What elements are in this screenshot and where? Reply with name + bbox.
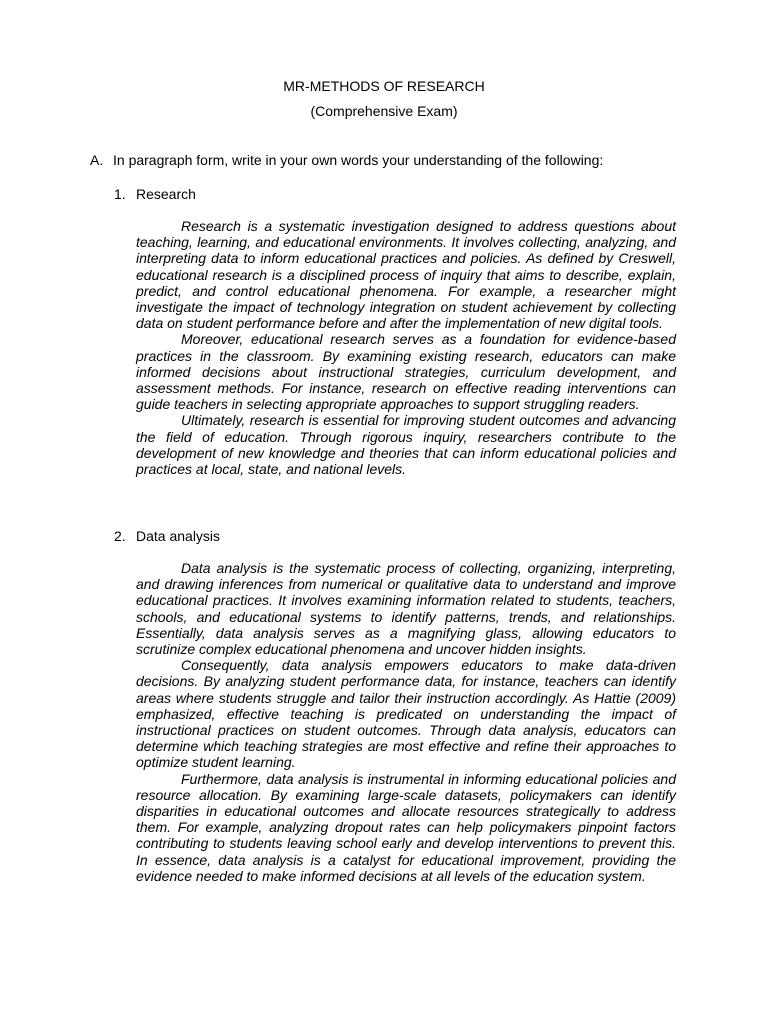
item-heading-research: [114, 186, 196, 203]
research-paragraph: Research is a systematic investigation designed to address questions about teaching, learning, and educational environments. It involves collecting, analyzing, and interpreting data to inform educational practices and policies. As defined by Creswell, educational research is a disciplined process of inquiry that aims to describe, explain, predict, and control educational phenomena. For example, a researcher might investigate the impact of technology integration on student achievement by collecting data on student performance before and after the implementation of new digital tools.: [136, 218, 676, 332]
item-heading-data-analysis: [114, 528, 220, 545]
data-analysis-paragraph: Furthermore, data analysis is instrumental in informing educational policies and resource allocation. By examining large-scale datasets, policymakers can identify disparities in educational outcomes and allocate resources strategically to address them. For example, analyzing dropout rates can help policymakers pinpoint factors contributing to students leaving school early and develop interventions to prevent this. In essence, data analysis is a catalyst for educational improvement, providing the evidence needed to make informed decisions at all levels of the education system.: [136, 770, 676, 884]
section-a-text: In paragraph form, write in your own words your understanding of the following:: [113, 152, 604, 168]
data-analysis-paragraph: Data analysis is the systematic process of collecting, organizing, interpreting, and drawing inferences from numerical or qualitative data to understand and improve educational practices. It involves examining information related to students, teachers, schools, and educational systems to identify patterns, trends, and relationships. Essentially, data analysis serves as a magnifying glass, allowing educators to scrutinize complex educational phenomena and uncover hidden insights.: [136, 560, 676, 658]
data-analysis-body: [136, 560, 676, 884]
research-body: [136, 218, 676, 477]
research-paragraph: Ultimately, research is essential for improving student outcomes and advancing the field of education. Through rigorous inquiry, researchers contribute to the development of new knowledge and theories that can inform educational policies and practices at local, state, and national levels.: [136, 412, 676, 478]
data-analysis-paragraph: Consequently, data analysis empowers educators to make data-driven decisions. By analyzing student performance data, for instance, teachers can identify areas where students struggle and tailor their instruction accordingly. As Hattie (2009) emphasized, effective teaching is predicated on understanding the impact of instructional practices on student outcomes. Through data analysis, educators can determine which teaching strategies are most effective and refine their approaches to optimize student learning.: [136, 657, 676, 771]
section-a-instruction: [90, 152, 603, 169]
section-a-marker: A.: [90, 152, 104, 168]
item-number: 2.: [114, 528, 126, 544]
item-number: 1.: [114, 186, 126, 202]
document-subtitle: (Comprehensive Exam): [310, 103, 458, 119]
item-heading-text: Data analysis: [136, 528, 221, 544]
item-heading-text: Research: [136, 186, 196, 202]
research-paragraph: Moreover, educational research serves as a foundation for evidence-based practices in the classroom. By examining existing research, educators can make informed decisions about instructional strategies, curriculum development, and assessment methods. For instance, research on effective reading interventions can guide teachers in selecting appropriate approaches to support struggling readers.: [136, 331, 676, 413]
document-title: MR-METHODS OF RESEARCH: [283, 78, 485, 94]
